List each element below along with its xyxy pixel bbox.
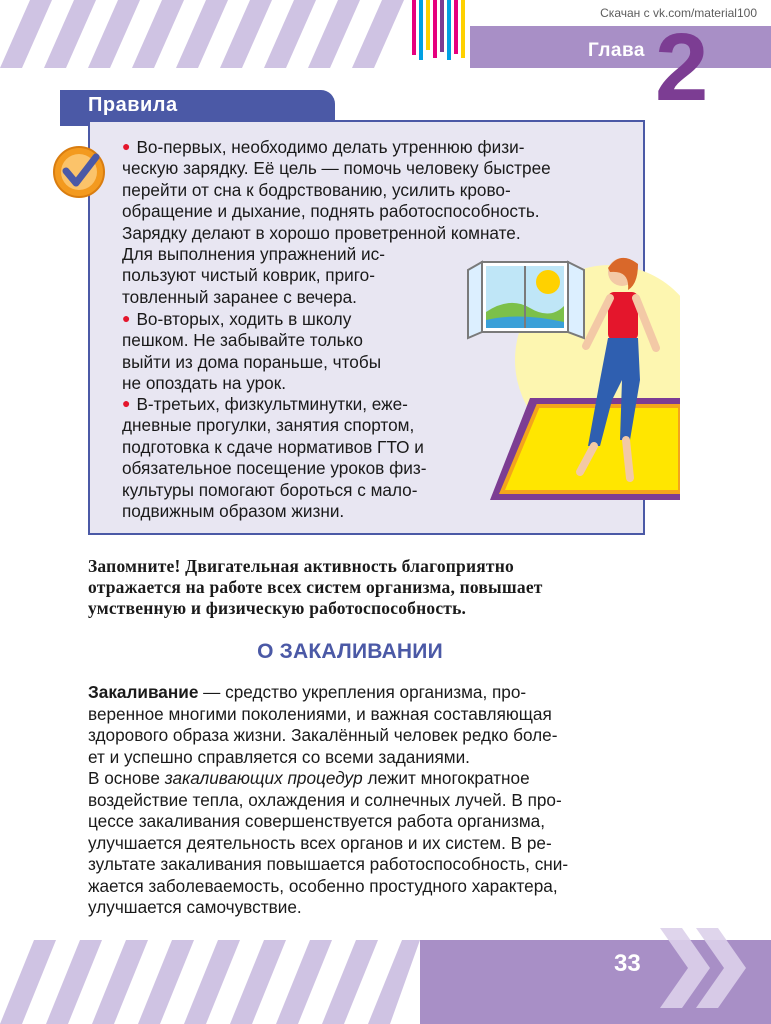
chapter-label: Глава — [588, 40, 645, 61]
section-body — [88, 682, 648, 919]
paragraph-2: В основе закаливающих процедур лежит многократное воздействие тепла, охлаждения и солнечных лучей. В про- цессе закаливания совершенствуется работа организма, улучшается деятельность всех органов и их систем. В ре- зультате закаливания повышается работоспособность, сни- жается заболеваемость, особенно простудного характера, улучшается самочувствие. — [88, 768, 569, 917]
footer-stripes — [0, 940, 420, 1024]
color-strips-decoration — [410, 0, 470, 60]
rules-tab-label: Правила — [88, 94, 178, 116]
bullet-icon: ● — [122, 395, 131, 411]
checkmark-icon — [52, 145, 106, 199]
header-stripes — [0, 0, 410, 68]
bullet-icon: ● — [122, 310, 131, 326]
paragraph-1: Закаливание — средство укрепления организма, про- веренное многими поколениями, и важная составляющая здорового образа жизни. Закалённый человек редко боле- ет и успешно справляется со всеми заданиями. — [88, 682, 558, 767]
bullet-icon: ● — [122, 138, 131, 154]
rule-item-1: ● Во-первых, необходимо делать утреннюю физи- ческую зарядку. Её цель — помочь человеку быстрее перейти от сна к бодрствованию, усилить крово- обращение и дыхание, поднять работоспособность. Зарядку делают в хорошо проветренной комнате. Для выполнения упражнений ис- пользуют чистый коврик, приго- товленный заранее с вечера. — [122, 137, 551, 307]
chapter-number: 2 — [655, 14, 709, 121]
page-number: 33 — [614, 950, 641, 977]
section-heading: О ЗАКАЛИВАНИИ — [257, 640, 443, 663]
source-note: Скачан с vk.com/material100 — [600, 6, 757, 20]
rule-item-2: ● Во-вторых, ходить в школу пешком. Не забывайте только выйти из дома пораньше, чтобы не опоздать на урок. — [122, 309, 382, 394]
rule-item-3: ● В-третьих, физкультминутки, еже- дневные прогулки, занятия спортом, подготовка к сдаче нормативов ГТО и обязательное посещение уроков физ- культуры помогают бороться с мало- подвижным образом жизни. — [122, 394, 427, 522]
remember-paragraph: Запомните! Двигательная активность благоприятно отражается на работе всех систем организма, повышает умственную и физическую работоспособность. — [88, 556, 543, 618]
double-chevron-right-icon — [660, 928, 750, 1008]
exercise-illustration — [460, 250, 680, 510]
